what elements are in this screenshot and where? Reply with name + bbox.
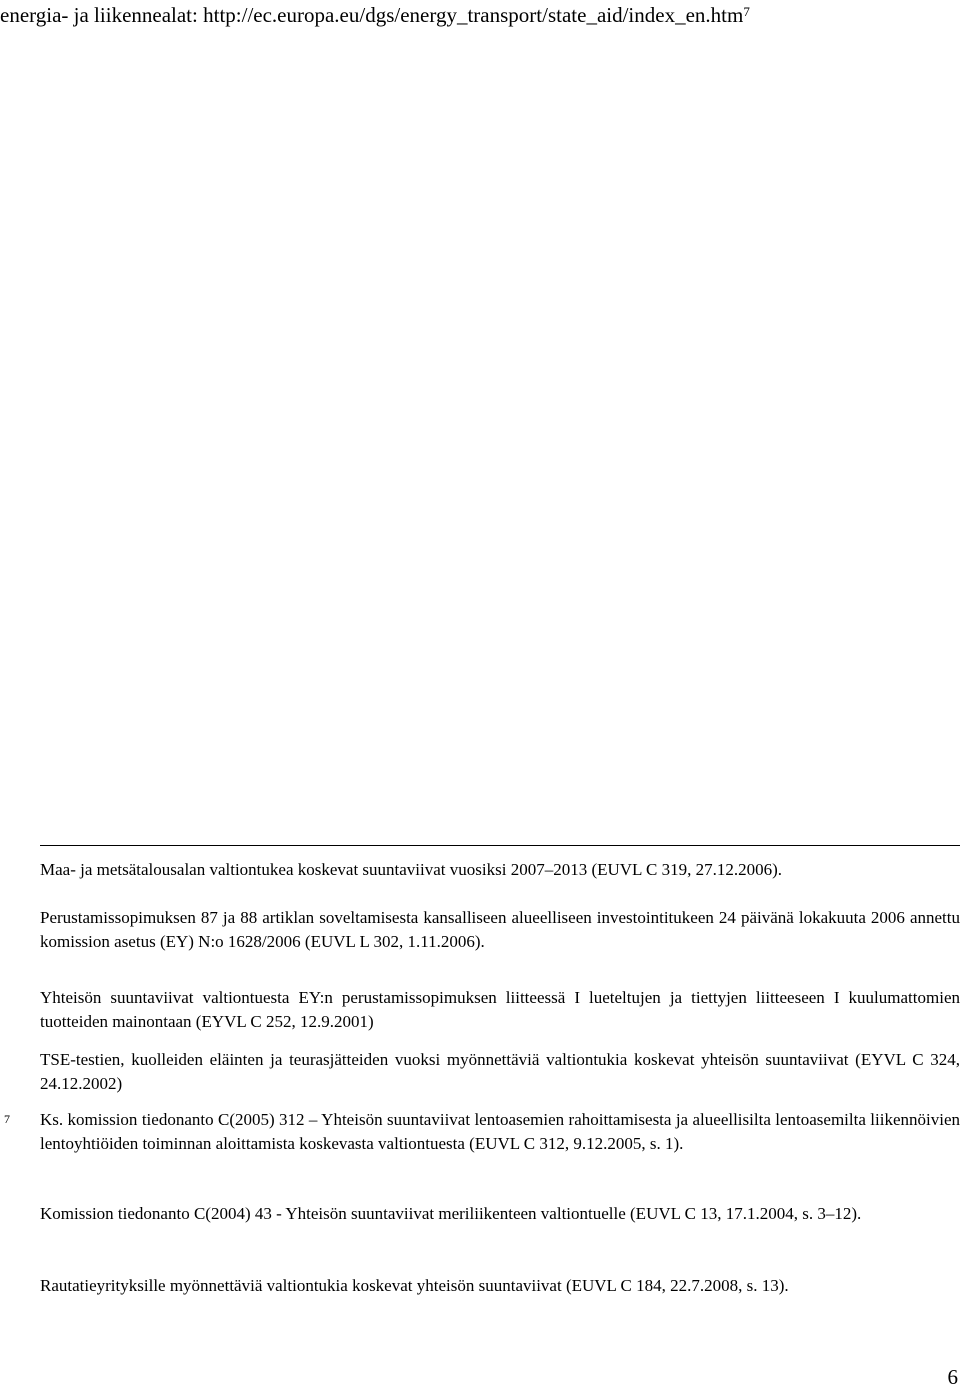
- footnote-item-4: TSE-testien, kuolleiden eläinten ja teurasjätteiden vuoksi myönnettäviä valtiontukia koskevat yhteisön suuntaviivat (EYVL C 324, 24.12.2002): [40, 1050, 960, 1093]
- header-line: [0, 2, 750, 28]
- footnote-item-2: Perustamissopimuksen 87 ja 88 artiklan soveltamisesta kansalliseen alueelliseen investointitukeen 24 päivänä lokakuuta 2006 annettu komission asetus (EY) N:o 1628/2006 (EUVL L 302, 1.11.2006).: [40, 908, 960, 951]
- footnote-item-6: Komission tiedonanto C(2004) 43 - Yhteisön suuntaviivat meriliikenteen valtiontuelle (EUVL C 13, 17.1.2004, s. 3–12).: [40, 1204, 862, 1223]
- state-aid-link[interactable]: http://ec.europa.eu/dgs/energy_transport/state_aid/index_en.htm: [203, 3, 744, 27]
- page-number: 6: [947, 1365, 958, 1389]
- footnote-reference[interactable]: 7: [743, 4, 750, 19]
- footnote-separator: [40, 845, 960, 846]
- header-prefix: energia- ja liikennealat:: [0, 3, 204, 27]
- footnote-item-3: Yhteisön suuntaviivat valtiontuesta EY:n perustamissopimuksen liitteessä I lueteltujen ja tiettyjen liitteeseen I kuulumattomien tuotteiden mainontaan (EYVL C 252, 12.9.2001): [40, 988, 960, 1031]
- footnote-item-1: Maa- ja metsätalousalan valtiontukea koskevat suuntaviivat vuosiksi 2007–2013 (EUVL C 319, 27.12.2006).: [40, 860, 783, 879]
- footnote-item-5: Ks. komission tiedonanto C(2005) 312 – Yhteisön suuntaviivat lentoasemien rahoittamisesta ja alueellisilta lentoasemilta liikennöivien lentoyhtiöiden toiminnan aloittamista koskevasta valtiontuesta (EUVL C 312, 9.12.2005, s. 1).: [40, 1110, 960, 1153]
- footnote-number: 7: [4, 1112, 10, 1126]
- footnote-item-7: Rautatieyrityksille myönnettäviä valtiontukia koskevat yhteisön suuntaviivat (EUVL C 184, 22.7.2008, s. 13).: [40, 1276, 789, 1295]
